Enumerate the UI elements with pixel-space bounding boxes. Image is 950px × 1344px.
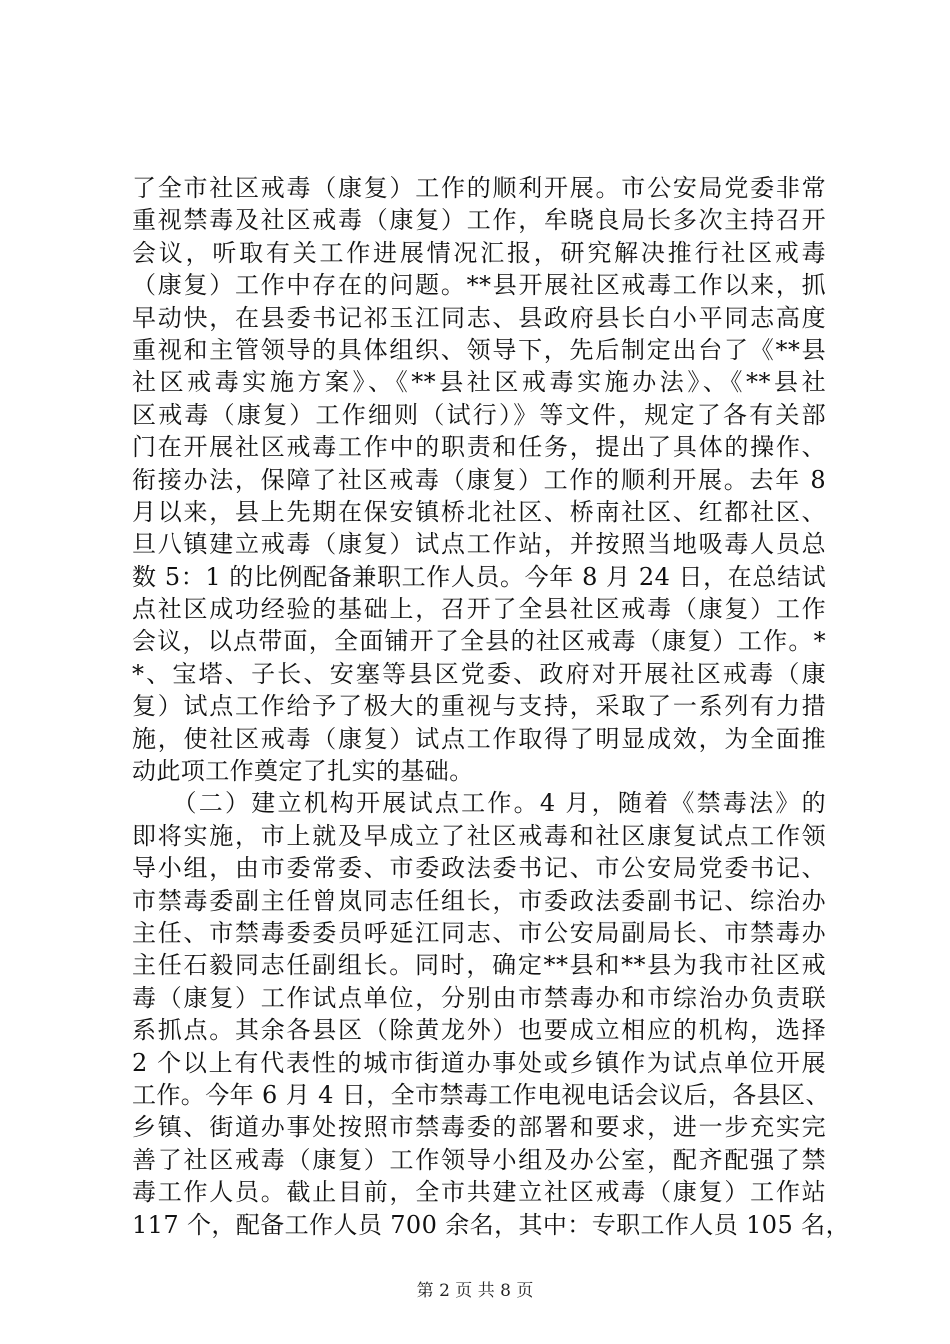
text-line: 重视和主管领导的具体组织、领导下，先后制定出台了《**县 (132, 335, 826, 364)
text-line: 月以来，县上先期在保安镇桥北社区、桥南社区、红都社区、 (132, 497, 826, 526)
page-number-footer: 第 2 页 共 8 页 (416, 1281, 534, 1301)
text-line: 即将实施，市上就及早成立了社区戒毒和社区康复试点工作领 (132, 821, 826, 850)
text-line: 导小组，由市委常委、市委政法委书记、市公安局党委书记、 (132, 854, 826, 883)
text-line: 工作。今年 6 月 4 日，全市禁毒工作电视电话会议后，各县区、 (132, 1080, 830, 1109)
text-line: 区戒毒（康复）工作细则（试行）》等文件，规定了各有关部 (132, 400, 826, 429)
text-line: 主任、市禁毒委委员呼延江同志、市公安局副局长、市禁毒办 (132, 918, 826, 947)
text-line: 数 5：1 的比例配备兼职工作人员。今年 8 月 24 日，在总结试 (132, 562, 826, 591)
text-line: 主任石毅同志任副组长。同时，确定**县和**县为我市社区戒 (132, 951, 826, 980)
text-line: 早动快，在县委书记祁玉江同志、县政府县长白小平同志高度 (132, 303, 826, 332)
document-body (132, 172, 850, 1241)
text-line: 117 个，配备工作人员 700 余名，其中：专职工作人员 105 名， (132, 1210, 850, 1239)
text-line: 门在开展社区戒毒工作中的职责和任务，提出了具体的操作、 (132, 433, 826, 462)
text-line: 了全市社区戒毒（康复）工作的顺利开展。市公安局党委非常 (132, 174, 826, 202)
text-line: 善了社区戒毒（康复）工作领导小组及办公室，配齐配强了禁 (132, 1145, 826, 1174)
text-line: 动此项工作奠定了扎实的基础。 (132, 757, 474, 786)
text-line: （二）建立机构开展试点工作。4 月，随着《禁毒法》的 (132, 789, 826, 818)
text-line: 重视禁毒及社区戒毒（康复）工作，牟晓良局长多次主持召开 (132, 206, 826, 235)
text-line: 会议，听取有关工作进展情况汇报，研究解决推行社区戒毒 (132, 238, 826, 267)
text-line: 会议，以点带面，全面铺开了全县的社区戒毒（康复）工作。* (132, 627, 826, 656)
text-line: 毒（康复）工作试点单位，分别由市禁毒办和市综治办负责联 (132, 983, 826, 1012)
text-line: 毒工作人员。截止目前，全市共建立社区戒毒（康复）工作站 (132, 1178, 826, 1207)
text-line: 市禁毒委副主任曾岚同志任组长，市委政法委副书记、综治办 (132, 886, 826, 915)
text-line: 点社区成功经验的基础上，召开了全县社区戒毒（康复）工作 (132, 595, 826, 624)
text-line: *、宝塔、子长、安塞等县区党委、政府对开展社区戒毒（康 (132, 659, 826, 688)
text-line: （康复）工作中存在的问题。**县开展社区戒毒工作以来，抓 (132, 271, 826, 300)
text-line: 复）试点工作给予了极大的重视与支持，采取了一系列有力措 (132, 692, 826, 721)
text-line: 社区戒毒实施方案》、《**县社区戒毒实施办法》、《**县社 (132, 368, 826, 397)
text-line: 衔接办法，保障了社区戒毒（康复）工作的顺利开展。去年 8 (132, 465, 826, 494)
text-line: 施，使社区戒毒（康复）试点工作取得了明显成效，为全面推 (132, 724, 826, 753)
text-line: 系抓点。其余各县区（除黄龙外）也要成立相应的机构，选择 (132, 1016, 826, 1045)
text-line: 乡镇、街道办事处按照市禁毒委的部署和要求，进一步充实完 (132, 1113, 826, 1142)
text-line: 2 个以上有代表性的城市街道办事处或乡镇作为试点单位开展 (132, 1048, 826, 1077)
text-line: 旦八镇建立戒毒（康复）试点工作站，并按照当地吸毒人员总 (132, 530, 826, 559)
